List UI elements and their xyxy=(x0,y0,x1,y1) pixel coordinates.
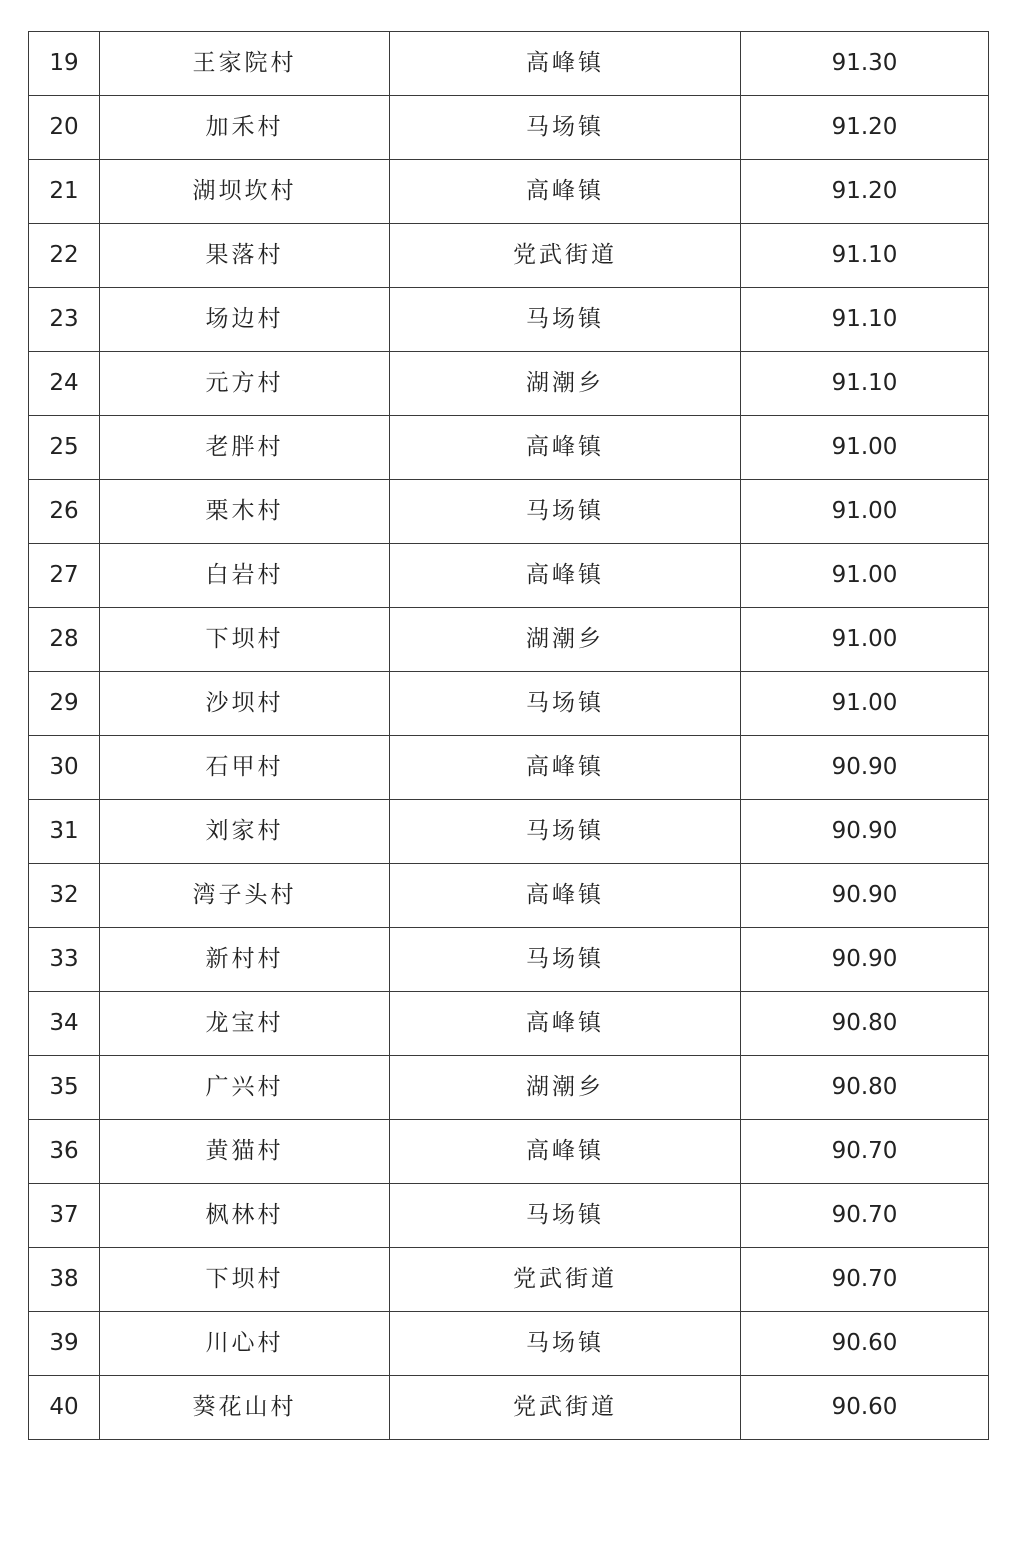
village-cell: 湾子头村 xyxy=(100,864,390,928)
village-cell: 加禾村 xyxy=(100,96,390,160)
score-cell: 90.90 xyxy=(741,864,989,928)
score-cell: 91.00 xyxy=(741,480,989,544)
rank-cell: 29 xyxy=(29,672,100,736)
table-row xyxy=(29,672,989,736)
village-cell: 下坝村 xyxy=(100,1248,390,1312)
score-cell: 90.90 xyxy=(741,800,989,864)
town-cell: 湖潮乡 xyxy=(390,1056,741,1120)
town-cell: 党武街道 xyxy=(390,1376,741,1440)
rank-cell: 24 xyxy=(29,352,100,416)
rank-cell: 35 xyxy=(29,1056,100,1120)
score-cell: 91.00 xyxy=(741,672,989,736)
table-row xyxy=(29,160,989,224)
village-cell: 葵花山村 xyxy=(100,1376,390,1440)
table-row xyxy=(29,224,989,288)
score-cell: 91.20 xyxy=(741,160,989,224)
score-cell: 91.20 xyxy=(741,96,989,160)
village-cell: 刘家村 xyxy=(100,800,390,864)
town-cell: 湖潮乡 xyxy=(390,608,741,672)
rank-cell: 31 xyxy=(29,800,100,864)
town-cell: 湖潮乡 xyxy=(390,352,741,416)
score-cell: 91.10 xyxy=(741,352,989,416)
village-cell: 王家院村 xyxy=(100,32,390,96)
ranking-table-container xyxy=(28,31,986,1440)
town-cell: 马场镇 xyxy=(390,800,741,864)
town-cell: 高峰镇 xyxy=(390,736,741,800)
rank-cell: 20 xyxy=(29,96,100,160)
rank-cell: 40 xyxy=(29,1376,100,1440)
table-row xyxy=(29,1056,989,1120)
score-cell: 90.90 xyxy=(741,736,989,800)
table-row xyxy=(29,1248,989,1312)
score-cell: 91.30 xyxy=(741,32,989,96)
score-cell: 90.70 xyxy=(741,1120,989,1184)
ranking-table xyxy=(28,31,989,1440)
table-row xyxy=(29,544,989,608)
village-cell: 黄猫村 xyxy=(100,1120,390,1184)
rank-cell: 38 xyxy=(29,1248,100,1312)
table-row xyxy=(29,800,989,864)
village-cell: 果落村 xyxy=(100,224,390,288)
rank-cell: 21 xyxy=(29,160,100,224)
table-row xyxy=(29,608,989,672)
village-cell: 广兴村 xyxy=(100,1056,390,1120)
score-cell: 91.10 xyxy=(741,288,989,352)
village-cell: 场边村 xyxy=(100,288,390,352)
town-cell: 马场镇 xyxy=(390,288,741,352)
village-cell: 湖坝坎村 xyxy=(100,160,390,224)
rank-cell: 28 xyxy=(29,608,100,672)
town-cell: 党武街道 xyxy=(390,1248,741,1312)
town-cell: 党武街道 xyxy=(390,224,741,288)
town-cell: 高峰镇 xyxy=(390,416,741,480)
score-cell: 90.70 xyxy=(741,1184,989,1248)
village-cell: 龙宝村 xyxy=(100,992,390,1056)
town-cell: 马场镇 xyxy=(390,1184,741,1248)
score-cell: 90.80 xyxy=(741,992,989,1056)
table-row xyxy=(29,1312,989,1376)
score-cell: 91.00 xyxy=(741,608,989,672)
town-cell: 马场镇 xyxy=(390,1312,741,1376)
table-row xyxy=(29,1184,989,1248)
table-row xyxy=(29,992,989,1056)
village-cell: 元方村 xyxy=(100,352,390,416)
town-cell: 高峰镇 xyxy=(390,992,741,1056)
village-cell: 枫林村 xyxy=(100,1184,390,1248)
rank-cell: 32 xyxy=(29,864,100,928)
rank-cell: 36 xyxy=(29,1120,100,1184)
table-row xyxy=(29,736,989,800)
rank-cell: 39 xyxy=(29,1312,100,1376)
score-cell: 90.70 xyxy=(741,1248,989,1312)
table-row xyxy=(29,32,989,96)
town-cell: 高峰镇 xyxy=(390,1120,741,1184)
town-cell: 高峰镇 xyxy=(390,864,741,928)
village-cell: 老胖村 xyxy=(100,416,390,480)
table-row xyxy=(29,96,989,160)
table-body xyxy=(29,32,989,1440)
village-cell: 新村村 xyxy=(100,928,390,992)
score-cell: 90.60 xyxy=(741,1312,989,1376)
table-row xyxy=(29,1376,989,1440)
town-cell: 高峰镇 xyxy=(390,32,741,96)
table-row xyxy=(29,480,989,544)
score-cell: 90.90 xyxy=(741,928,989,992)
table-row xyxy=(29,864,989,928)
village-cell: 下坝村 xyxy=(100,608,390,672)
village-cell: 沙坝村 xyxy=(100,672,390,736)
score-cell: 91.00 xyxy=(741,544,989,608)
town-cell: 马场镇 xyxy=(390,96,741,160)
village-cell: 白岩村 xyxy=(100,544,390,608)
rank-cell: 30 xyxy=(29,736,100,800)
town-cell: 高峰镇 xyxy=(390,160,741,224)
table-row xyxy=(29,928,989,992)
town-cell: 高峰镇 xyxy=(390,544,741,608)
town-cell: 马场镇 xyxy=(390,480,741,544)
table-row xyxy=(29,416,989,480)
town-cell: 马场镇 xyxy=(390,928,741,992)
rank-cell: 37 xyxy=(29,1184,100,1248)
score-cell: 90.80 xyxy=(741,1056,989,1120)
rank-cell: 33 xyxy=(29,928,100,992)
table-row xyxy=(29,1120,989,1184)
rank-cell: 25 xyxy=(29,416,100,480)
table-row xyxy=(29,288,989,352)
score-cell: 90.60 xyxy=(741,1376,989,1440)
rank-cell: 22 xyxy=(29,224,100,288)
rank-cell: 23 xyxy=(29,288,100,352)
village-cell: 栗木村 xyxy=(100,480,390,544)
table-row xyxy=(29,352,989,416)
score-cell: 91.00 xyxy=(741,416,989,480)
village-cell: 川心村 xyxy=(100,1312,390,1376)
rank-cell: 34 xyxy=(29,992,100,1056)
rank-cell: 27 xyxy=(29,544,100,608)
rank-cell: 26 xyxy=(29,480,100,544)
rank-cell: 19 xyxy=(29,32,100,96)
score-cell: 91.10 xyxy=(741,224,989,288)
village-cell: 石甲村 xyxy=(100,736,390,800)
town-cell: 马场镇 xyxy=(390,672,741,736)
